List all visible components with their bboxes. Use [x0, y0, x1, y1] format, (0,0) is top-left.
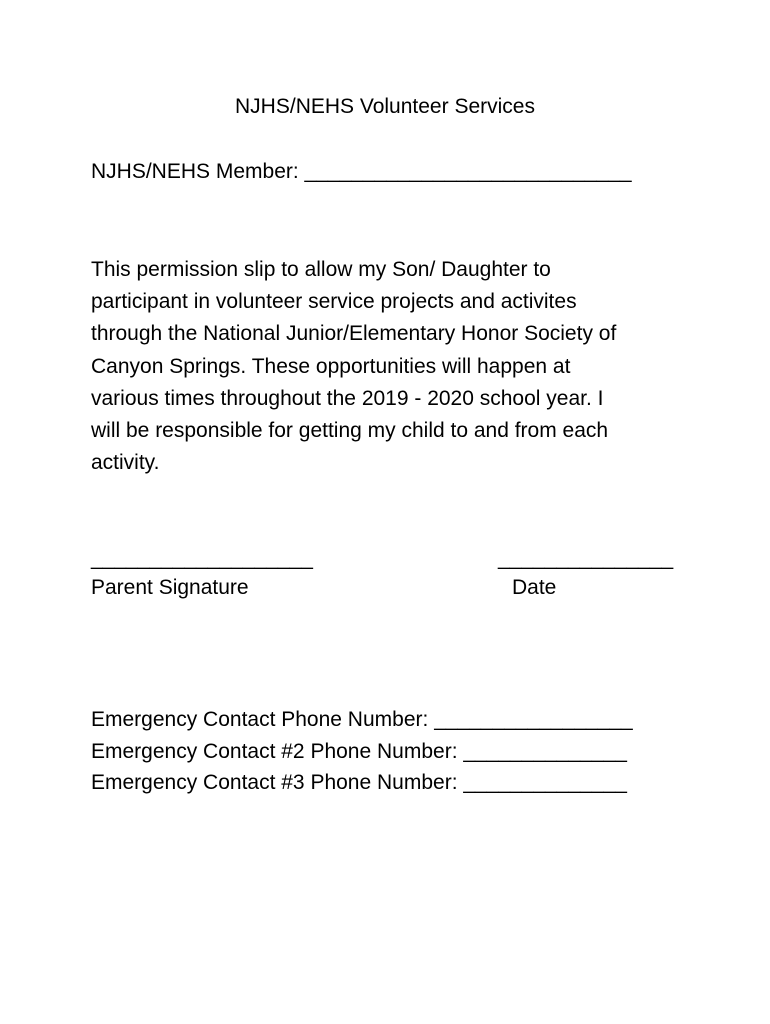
parent-signature-label: Parent Signature	[91, 576, 249, 599]
paragraph-line: various times throughout the 2019 - 2020 school year. I	[91, 386, 604, 410]
contact-blank[interactable]: ______________	[463, 739, 627, 763]
contact-blank[interactable]: _________________	[434, 708, 633, 731]
date-blank[interactable]: _______________	[498, 547, 674, 570]
contact-label: Emergency Contact #2 Phone Number:	[91, 739, 458, 763]
member-blank[interactable]: ____________________________	[304, 160, 632, 183]
document-title: NJHS/NEHS Volunteer Services	[235, 95, 535, 118]
paragraph-line: This permission slip to allow my Son/ Daughter to	[91, 258, 551, 281]
date-label: Date	[512, 576, 557, 599]
parent-signature-blank[interactable]: ___________________	[91, 547, 313, 570]
paragraph-line: activity.	[91, 451, 160, 475]
emergency-contacts	[91, 704, 633, 799]
contact-label: Emergency Contact Phone Number:	[91, 708, 429, 731]
member-label: NJHS/NEHS Member:	[91, 160, 299, 183]
emergency-contact-3	[91, 767, 633, 799]
paragraph-line: through the National Junior/Elementary Honor Society of	[91, 322, 617, 346]
emergency-contact-1	[91, 704, 633, 736]
paragraph-line: will be responsible for getting my child to and from each	[91, 419, 609, 443]
paragraph-line: participant in volunteer service projects and activites	[91, 290, 577, 314]
contact-label: Emergency Contact #3 Phone Number:	[91, 771, 458, 794]
member-field	[91, 159, 632, 185]
emergency-contact-2	[91, 736, 633, 768]
paragraph-line: Canyon Springs. These opportunities will happen at	[91, 354, 571, 378]
permission-paragraph	[91, 254, 681, 479]
contact-blank[interactable]: ______________	[463, 771, 627, 794]
